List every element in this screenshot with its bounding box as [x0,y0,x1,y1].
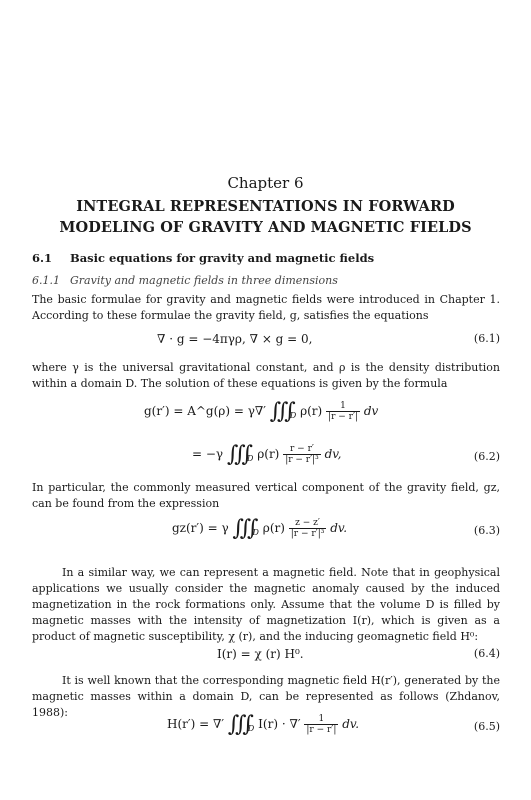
equation-6-4 [32,647,500,669]
paragraph-4: In a similar way, we can represent a magnetic field. Note that in geophysical applications we usually consider the magnetic anomaly caused by the induced magnetization in the rock formations only. Assume that the volume D is filled by magnetic masses with the intensity of magnetization I(r), which is given as a product of magnetic susceptibility, χ (r), and the inducing geomagnetic field H⁰: [32,566,500,643]
chapter-title-line-2: MODELING OF GRAVITY AND MAGNETIC FIELDS [59,219,472,236]
subsection-heading [32,274,338,287]
equation-6-2b-lhs: = −γ [192,447,224,461]
equation-6-3-body [172,516,347,541]
equation-6-1-body: ∇ · g = −4πγρ, ∇ × g = 0, [157,332,313,346]
triple-integral-icon: ∭ [227,712,248,737]
equation-6-3 [32,514,500,548]
integral-domain: D [247,724,255,733]
section-title: Basic equations for gravity and magnetic fields [70,251,375,265]
equation-6-5-fraction [304,714,338,735]
equation-6-5-tail: dv. [342,717,360,731]
equation-6-5-lhs: H(r′) = ∇′ [167,717,225,731]
equation-6-5-numerator: 1 [318,714,325,724]
equation-6-2b-tail: dv, [324,447,342,461]
section-heading [32,251,374,265]
triple-integral-icon: ∭ [269,399,290,424]
equation-6-2-number: (6.2) [473,450,500,463]
equation-6-4-number: (6.4) [473,647,500,660]
paragraph-2: where γ is the universal gravitational constant, and ρ is the density distribution within a domain D. The solution of these equations is given by the formula [32,361,500,390]
integral-domain: D [252,528,259,537]
equation-6-2b [32,440,500,474]
equation-6-2a-fraction [326,401,360,422]
chapter-label: Chapter 6 [227,174,304,192]
integral-domain: D [289,411,297,420]
section-number: 6.1 [32,251,53,265]
integral-domain: D [246,454,254,463]
subsection-number: 6.1.1 [32,274,60,287]
equation-6-2a-tail: dv [363,404,379,418]
equation-6-2b-fraction [283,444,321,465]
equation-6-5-integrand: I(r) · ∇′ [258,717,301,731]
equation-6-2a-body [144,399,378,424]
equation-6-5-number: (6.5) [473,720,500,733]
equation-6-3-denominator: |r − r′|³ [290,529,325,539]
equation-6-2a [32,397,500,431]
equation-6-3-fraction [289,518,327,539]
equation-6-3-tail: dv. [330,521,348,535]
subsection-title: Gravity and magnetic fields in three dimensions [70,274,338,287]
equation-6-1 [32,332,500,354]
equation-6-2b-denominator: |r − r′|³ [285,455,319,465]
paragraph-5: It is well known that the corresponding magnetic field H(r′), generated by the magnetic masses within a domain D, can be represented as follows (Zhdanov, 1988): [32,674,500,719]
chapter-title-line-1: INTEGRAL REPRESENTATIONS IN FORWARD [76,198,455,215]
equation-6-3-numerator: z − z′ [295,518,320,528]
equation-6-2a-lhs: g(r′) = A^g(ρ) = γ∇′ [144,404,266,418]
paragraph-3: In particular, the commonly measured vertical component of the gravity field, gz, can be found from the expression [32,481,500,510]
equation-6-3-lhs: gz(r′) = γ [172,521,229,535]
equation-6-5-denominator: |r − r′| [306,725,337,735]
triple-integral-icon: ∭ [232,516,253,541]
chapter-title [0,196,531,238]
equation-6-2b-numerator: r − r′ [290,444,314,454]
equation-6-2a-numerator: 1 [340,401,346,411]
equation-6-2a-integrand: ρ(r) [300,404,323,418]
equation-6-2b-integrand: ρ(r) [257,447,280,461]
triple-integral-icon: ∭ [226,442,247,467]
equation-6-5-body [167,712,359,737]
paragraph-1: The basic formulae for gravity and magnetic fields were introduced in Chapter 1. According to these formulae the gravity field, g, satisfies the equations [32,293,500,322]
equation-6-1-number: (6.1) [473,332,500,345]
equation-6-5 [32,710,500,746]
equation-6-2a-denominator: |r − r′| [328,412,359,422]
equation-6-3-number: (6.3) [473,524,500,537]
equation-6-4-body: I(r) = χ (r) H⁰. [217,647,304,661]
equation-6-2b-body [192,442,341,467]
equation-6-3-integrand: ρ(r) [262,521,285,535]
